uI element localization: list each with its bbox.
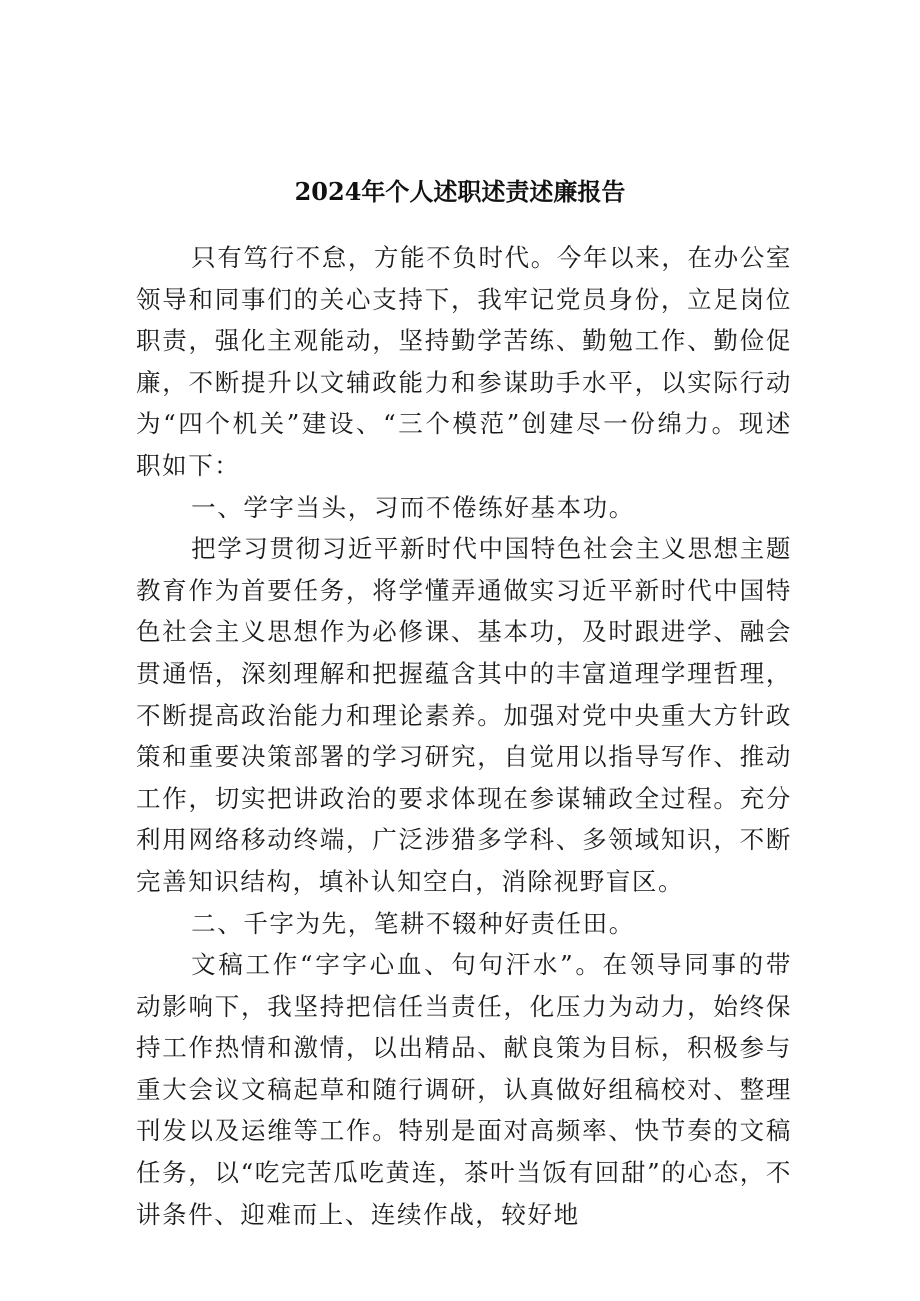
intro-paragraph: 只有笃行不怠，方能不负时代。今年以来，在办公室领导和同事们的关心支持下，我牢记党员身份，立足岗位职责，强化主观能动，坚持勤学苦练、勤勉工作、勤俭促廉，不断提升以文辅政能力和参谋助手水平，以实际行动为“四个机关”建设、“三个模范”创建尽一份绵力。现述职如下： (136, 243, 792, 480)
document-title: 2024年个人述职述责述廉报告 (294, 177, 626, 206)
document-body (136, 237, 792, 1235)
section-heading-2: 二、千字为先，笔耕不辍种好责任田。 (191, 908, 635, 938)
section-heading-1: 一、学字当头，习而不倦练好基本功。 (191, 492, 635, 522)
section-1-paragraph: 把学习贯彻习近平新时代中国特色社会主义思想主题教育作为首要任务，将学懂弄通做实习近平新时代中国特色社会主义思想作为必修课、基本功，及时跟进学、融会贯通悟，深刻理解和把握蕴含其中的丰富道理学理哲理，不断提高政治能力和理论素养。加强对党中央重大方针政策和重要决策部署的学习研究，自觉用以指导写作、推动工作，切实把讲政治的要求体现在参谋辅政全过程。充分利用网络移动终端，广泛涉猎多学科、多领域知识，不断完善知识结构，填补认知空白，消除视野盲区。 (136, 534, 792, 896)
section-2-paragraph: 文稿工作“字字心血、句句汗水”。在领导同事的带动影响下，我坚持把信任当责任，化压力为动力，始终保持工作热情和激情，以出精品、献良策为目标，积极参与重大会议文稿起草和随行调研，认真做好组稿校对、整理刊发以及运维等工作。特别是面对高频率、快节奏的文稿任务，以“吃完苦瓜吃黄连，茶叶当饭有回甜”的心态，不讲条件、迎难而上、连续作战，较好地 (136, 950, 792, 1229)
